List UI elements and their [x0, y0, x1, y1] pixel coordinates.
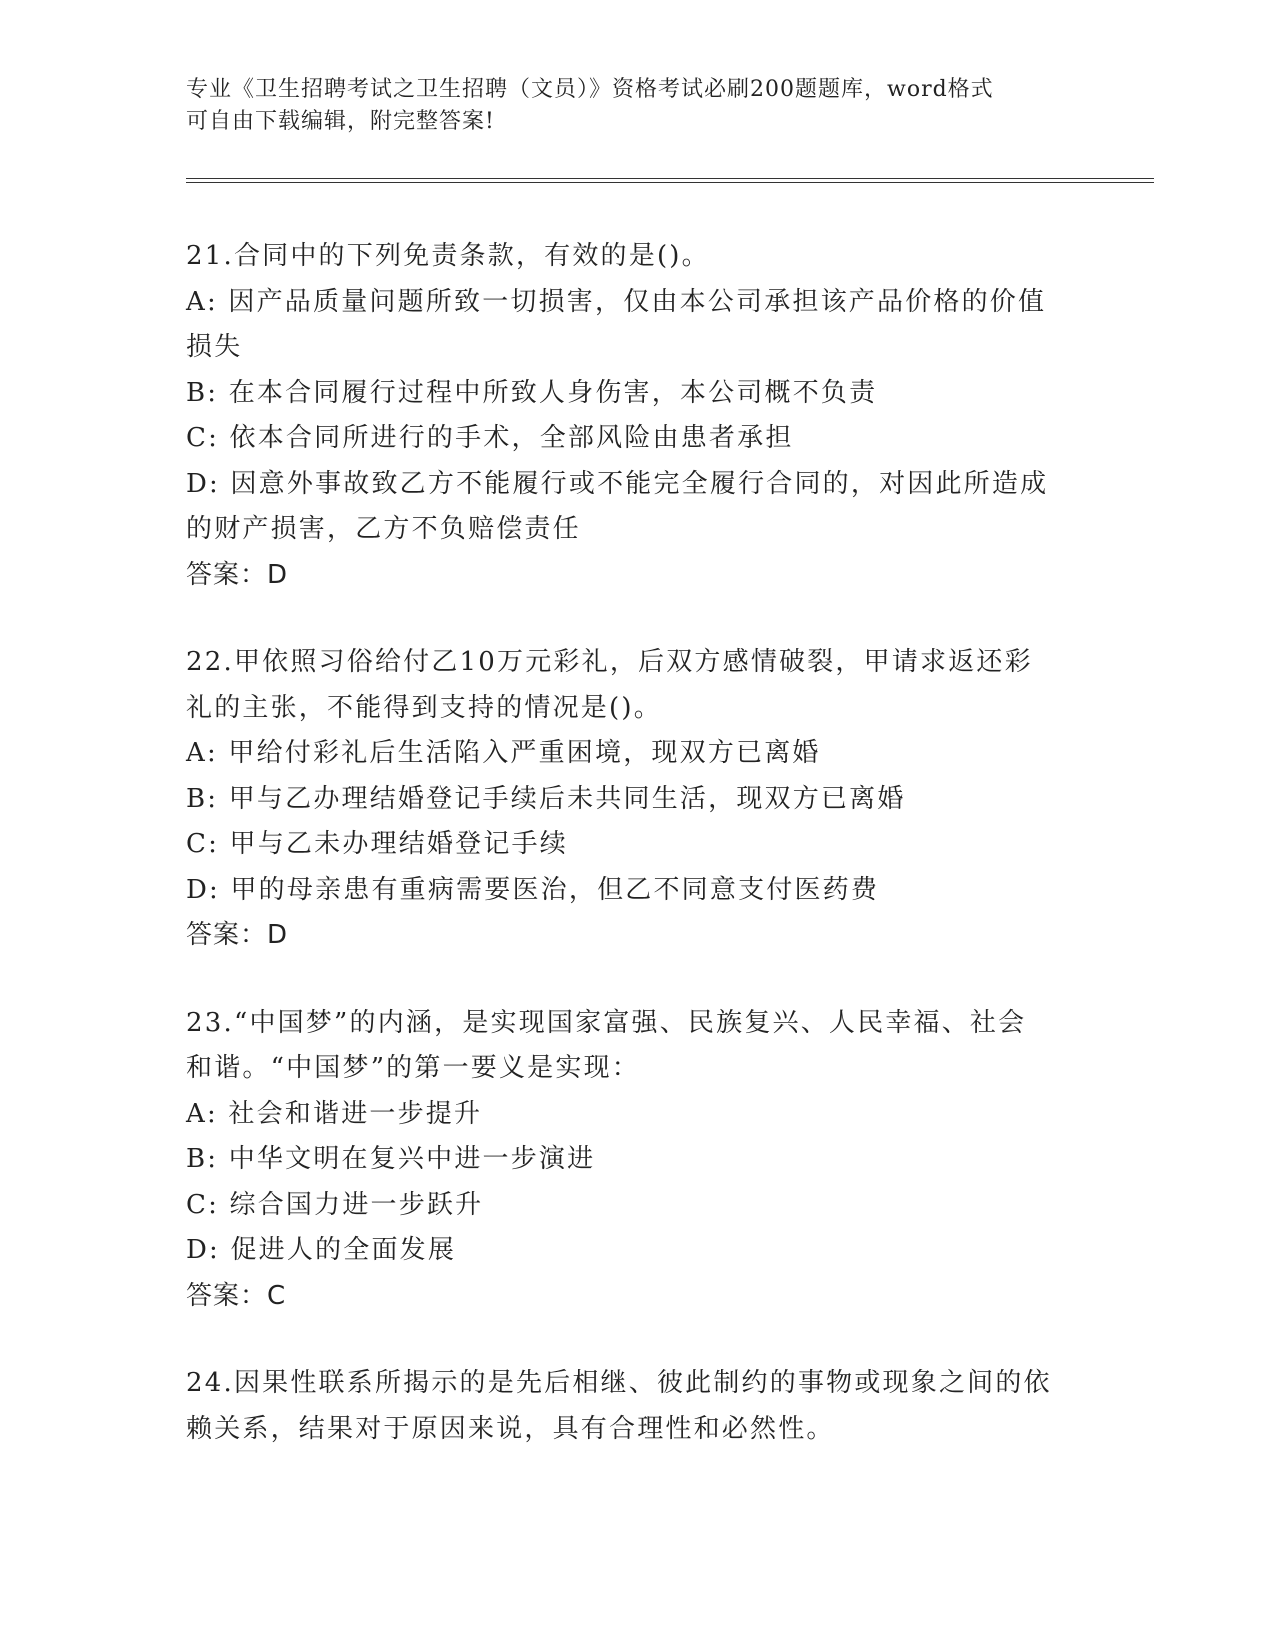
answer: 答案：D	[186, 920, 289, 950]
option-d: D: 因意外事故致乙方不能履行或不能完全履行合同的，对因此所造成	[186, 468, 1049, 499]
option-b: B: 甲与乙办理结婚登记手续后未共同生活，现双方已离婚	[186, 783, 906, 814]
answer: 答案：D	[186, 559, 289, 590]
question-list	[186, 234, 1086, 1494]
option-b: B: 在本合同履行过程中所致人身伤害，本公司概不负责	[186, 377, 878, 408]
question-22	[186, 640, 1086, 959]
option-a-continued: 损失	[186, 332, 243, 362]
option-a: A: 甲给付彩礼后生活陷入严重困境，现双方已离婚	[186, 738, 821, 768]
question-21	[186, 234, 1086, 598]
option-a: A: 社会和谐进一步提升	[186, 1098, 483, 1129]
option-c: C: 综合国力进一步跃升	[186, 1189, 484, 1220]
question-24	[186, 1361, 1086, 1452]
header-line-1: 专业《卫生招聘考试之卫生招聘（文员）》资格考试必刷200题题库，word格式	[186, 77, 994, 102]
question-stem-continued: 赖关系，结果对于原因来说，具有合理性和必然性。	[186, 1413, 835, 1444]
question-stem: 24.因果性联系所揭示的是先后相继、彼此制约的事物或现象之间的依	[186, 1368, 1052, 1398]
option-d: D: 甲的母亲患有重病需要医治，但乙不同意支付医药费	[186, 874, 880, 905]
option-c: C: 依本合同所进行的手术，全部风险由患者承担	[186, 423, 794, 453]
question-23	[186, 1001, 1086, 1320]
option-a: A: 因产品质量问题所致一切损害，仅由本公司承担该产品价格的价值	[186, 286, 1047, 317]
option-c: C: 甲与乙未办理结婚登记手续	[186, 829, 568, 859]
question-stem-continued: 和谐。“中国梦”的第一要义是实现：	[186, 1053, 640, 1083]
answer: 答案：C	[186, 1280, 287, 1311]
question-stem: 23.“中国梦”的内涵，是实现国家富强、民族复兴、人民幸福、社会	[186, 1007, 1027, 1038]
header-line-2: 可自由下载编辑，附完整答案!	[186, 109, 495, 134]
option-d: D: 促进人的全面发展	[186, 1235, 457, 1265]
document-header	[186, 74, 1066, 138]
question-stem: 21.合同中的下列免责条款，有效的是()。	[186, 241, 710, 271]
question-stem: 22.甲依照习俗给付乙10万元彩礼，后双方感情破裂，甲请求返还彩	[186, 647, 1033, 677]
header-double-rule	[186, 178, 1154, 183]
question-stem-continued: 礼的主张，不能得到支持的情况是()。	[186, 692, 662, 723]
option-b: B: 中华文明在复兴中进一步演进	[186, 1144, 596, 1174]
option-d-continued: 的财产损害，乙方不负赔偿责任	[186, 514, 581, 544]
